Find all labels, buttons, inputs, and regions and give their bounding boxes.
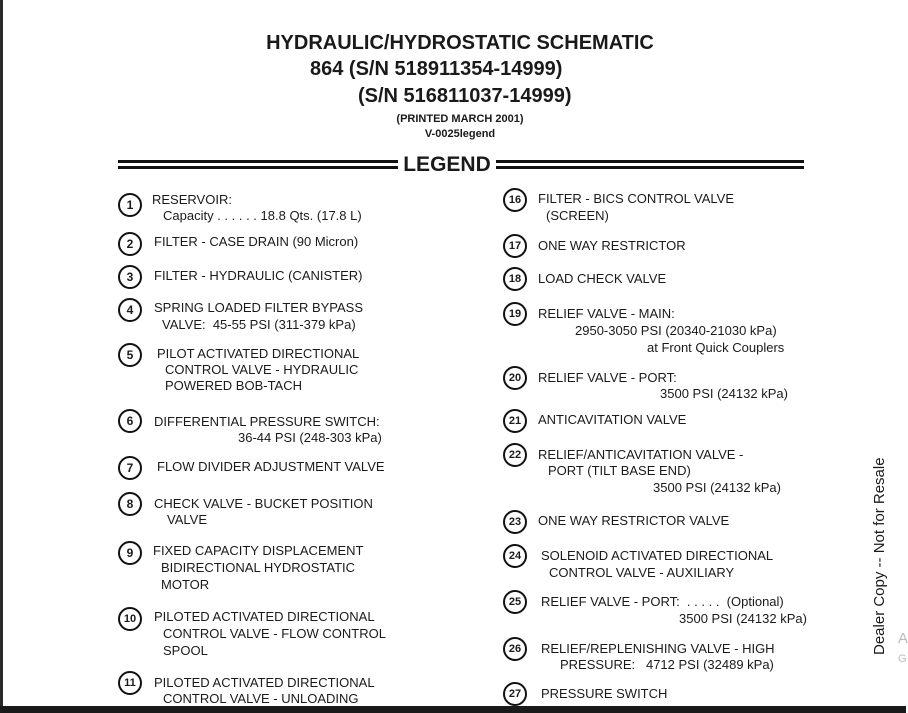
item-text: RELIEF/ANTICAVITATION VALVE -	[538, 447, 744, 462]
item-number-circle: 7	[118, 456, 142, 480]
item-number-circle: 19	[503, 302, 527, 326]
cropped-edge-text: G	[898, 653, 907, 665]
item-number-circle: 17	[503, 234, 527, 258]
item-text: 2950-3050 PSI (20340-21030 kPa)	[575, 323, 777, 338]
item-number-circle: 18	[503, 267, 527, 291]
item-number-circle: 24	[503, 544, 527, 568]
item-text: SPRING LOADED FILTER BYPASS	[154, 300, 364, 315]
item-text: FILTER - HYDRAULIC (CANISTER)	[154, 268, 363, 283]
item-text: CONTROL VALVE - FLOW CONTROL	[163, 626, 386, 641]
item-text: RELIEF VALVE - MAIN:	[538, 306, 675, 321]
item-text: RELIEF VALVE - PORT:	[538, 370, 677, 385]
item-text: CHECK VALVE - BUCKET POSITION	[154, 496, 373, 511]
document-code: V-0025legend	[424, 128, 496, 140]
item-text: VALVE	[167, 512, 207, 527]
item-text: SPOOL	[163, 643, 208, 658]
item-number-circle: 25	[503, 590, 527, 614]
page-bottom-border	[0, 706, 906, 713]
item-number-circle: 11	[118, 671, 142, 695]
item-number-circle: 2	[118, 232, 142, 256]
item-text: MOTOR	[161, 577, 210, 592]
item-text: ONE WAY RESTRICTOR	[538, 238, 686, 253]
item-text: ONE WAY RESTRICTOR VALVE	[538, 513, 730, 528]
item-text: POWERED BOB-TACH	[165, 378, 302, 393]
legend-rule-left	[118, 160, 398, 169]
item-number-circle: 5	[118, 343, 142, 367]
item-text: PORT (TILT BASE END)	[548, 463, 691, 478]
item-text: CONTROL VALVE - UNLOADING	[163, 691, 359, 706]
item-number-circle: 26	[503, 637, 527, 661]
item-number-circle: 23	[503, 510, 527, 534]
item-number-circle: 16	[503, 188, 527, 212]
item-text: PILOT ACTIVATED DIRECTIONAL	[157, 346, 360, 361]
item-number-circle: 20	[503, 366, 527, 390]
page-left-border	[0, 0, 3, 713]
item-text: 3500 PSI (24132 kPa)	[653, 480, 781, 495]
item-number-circle: 10	[118, 607, 142, 631]
item-text: 3500 PSI (24132 kPa)	[660, 386, 788, 401]
item-text: RESERVOIR:	[152, 192, 232, 207]
item-number-circle: 21	[503, 409, 527, 433]
legend-rule-right	[496, 160, 804, 169]
item-text: PILOTED ACTIVATED DIRECTIONAL	[154, 609, 375, 624]
item-text: FILTER - CASE DRAIN (90 Micron)	[154, 234, 359, 249]
printed-date: (PRINTED MARCH 2001)	[396, 113, 524, 125]
item-text: Capacity . . . . . . 18.8 Qts. (17.8 L)	[163, 208, 362, 223]
item-text: FILTER - BICS CONTROL VALVE	[538, 191, 734, 206]
item-text: ANTICAVITATION VALVE	[538, 412, 687, 427]
item-text: RELIEF/REPLENISHING VALVE - HIGH	[541, 641, 775, 656]
item-text: 36-44 PSI (248-303 kPa)	[238, 430, 382, 445]
item-text: at Front Quick Couplers	[647, 340, 785, 355]
item-number-circle: 6	[118, 409, 142, 433]
item-text: BIDIRECTIONAL HYDROSTATIC	[161, 560, 356, 575]
item-number-circle: 3	[118, 265, 142, 289]
item-text: 3500 PSI (24132 kPa)	[679, 611, 807, 626]
dealer-copy-watermark: Dealer Copy -- Not for Resale	[871, 457, 888, 655]
item-number-circle: 27	[503, 682, 527, 706]
item-number-circle: 9	[118, 541, 142, 565]
item-text: VALVE: 45-55 PSI (311-379 kPa)	[162, 317, 356, 332]
item-text: PRESSURE SWITCH	[541, 686, 668, 701]
item-text: FIXED CAPACITY DISPLACEMENT	[153, 543, 364, 558]
item-text: LOAD CHECK VALVE	[538, 271, 667, 286]
item-text: SOLENOID ACTIVATED DIRECTIONAL	[541, 548, 774, 563]
item-text: RELIEF VALVE - PORT: . . . . . (Optional)	[541, 594, 784, 609]
legend-heading: LEGEND	[403, 153, 491, 176]
item-number-circle: 4	[118, 298, 142, 322]
cropped-edge-text: A	[898, 630, 908, 647]
item-text: DIFFERENTIAL PRESSURE SWITCH:	[154, 414, 380, 429]
model-serial-line-2: (S/N 516811037-14999)	[358, 85, 572, 107]
item-number-circle: 8	[118, 492, 142, 516]
item-text: CONTROL VALVE - HYDRAULIC	[165, 362, 359, 377]
item-text: CONTROL VALVE - AUXILIARY	[549, 565, 735, 580]
item-number-circle: 1	[118, 193, 142, 217]
item-text: FLOW DIVIDER ADJUSTMENT VALVE	[157, 459, 385, 474]
schematic-title: HYDRAULIC/HYDROSTATIC SCHEMATIC	[266, 32, 654, 54]
item-text: (SCREEN)	[546, 208, 609, 223]
item-number-circle: 22	[503, 443, 527, 467]
model-serial-line-1: 864 (S/N 518911354-14999)	[310, 58, 563, 80]
item-text: PRESSURE: 4712 PSI (32489 kPa)	[560, 657, 774, 672]
item-text: PILOTED ACTIVATED DIRECTIONAL	[154, 675, 375, 690]
